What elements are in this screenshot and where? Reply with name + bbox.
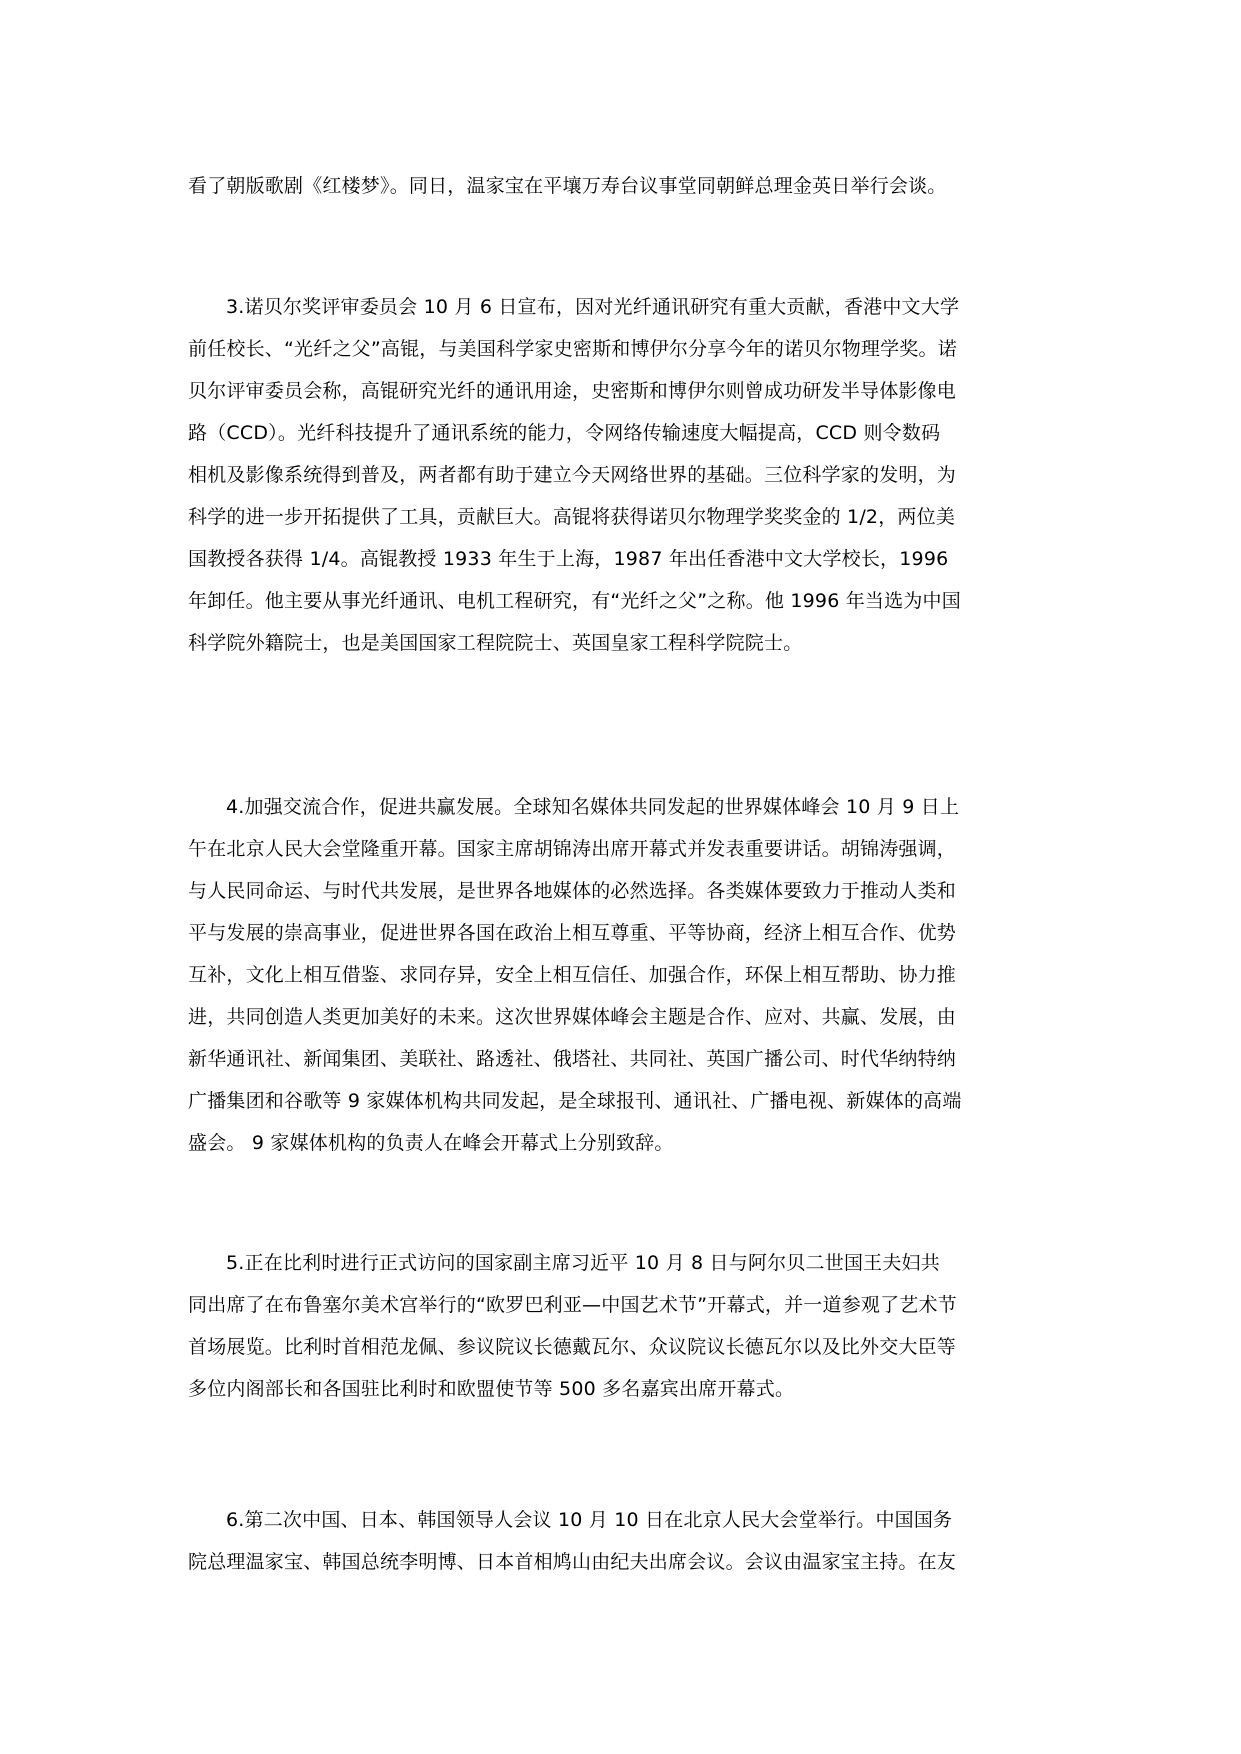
paragraph-continuation [188,165,1068,207]
paragraph-line: 国教授各获得 1/4。高锟教授 1933 年生于上海，1987 年出任香港中文大学校长，1996 [188,548,949,570]
paragraph-line: 5.正在比利时进行正式访问的国家副主席习近平 10 月 8 日与阿尔贝二世国王夫妇共 [226,1252,940,1274]
paragraph-line: 院总理温家宝、韩国总统李明博、日本首相鸠山由纪夫出席会议。会议由温家宝主持。在友 [188,1551,957,1573]
paragraph-line: 互补，文化上相互借鉴、求同存异，安全上相互信任、加强合作，环保上相互帮助、协力推 [188,964,957,986]
paragraph-line: 午在北京人民大会堂隆重开幕。国家主席胡锦涛出席开幕式并发表重要讲话。胡锦涛强调， [188,838,957,860]
paragraph-line: 路（CCD）。光纤科技提升了通讯系统的能力，令网络传输速度大幅提高，CCD 则令数码 [188,422,941,444]
paragraph-line: 进，共同创造人类更加美好的未来。这次世界媒体峰会主题是合作、应对、共赢、发展，由 [188,1006,957,1028]
paragraph-line: 盛会。 9 家媒体机构的负责人在峰会开幕式上分别致辞。 [188,1132,674,1154]
paragraph-line: 6.第二次中国、日本、韩国领导人会议 10 月 10 日在北京人民大会堂举行。中国国务 [226,1509,953,1531]
paragraph-line: 平与发展的崇高事业，促进世界各国在政治上相互尊重、平等协商，经济上相互合作、优势 [188,922,957,944]
paragraph-line: 科学院外籍院士，也是美国国家工程院院士、英国皇家工程科学院院士。 [188,632,803,654]
paragraph-line: 与人民同命运、与时代共发展，是世界各地媒体的必然选择。各类媒体要致力于推动人类和 [188,880,957,902]
paragraph-item-4 [188,786,1068,1164]
paragraph-line: 新华通讯社、新闻集团、美联社、路透社、俄塔社、共同社、英国广播公司、时代华纳特纳 [188,1048,957,1070]
paragraph-item-6 [188,1499,1068,1583]
paragraph-item-3 [188,286,1068,664]
paragraph-line: 看了朝版歌剧《红楼梦》。同日，温家宝在平壤万寿台议事堂同朝鲜总理金英日举行会谈。 [188,175,947,197]
paragraph-line: 贝尔评审委员会称，高锟研究光纤的通讯用途，史密斯和博伊尔则曾成功研发半导体影像电 [188,380,957,402]
paragraph-line: 科学的进一步开拓提供了工具，贡献巨大。高锟将获得诺贝尔物理学奖奖金的 1/2，两位美 [188,506,956,528]
paragraph-line: 前任校长、“光纤之父”高锟，与美国科学家史密斯和博伊尔分享今年的诺贝尔物理学奖。诺 [188,338,957,360]
paragraph-line: 多位内阁部长和各国驻比利时和欧盟使节等 500 多名嘉宾出席开幕式。 [188,1378,795,1400]
paragraph-line: 年卸任。他主要从事光纤通讯、电机工程研究，有“光纤之父”之称。他 1996 年当选为中国 [188,590,961,612]
paragraph-line: 同出席了在布鲁塞尔美术宫举行的“欧罗巴利亚—中国艺术节”开幕式，并一道参观了艺术节 [188,1294,957,1316]
paragraph-line: 首场展览。比利时首相范龙佩、参议院议长德戴瓦尔、众议院议长德瓦尔以及比外交大臣等 [188,1336,957,1358]
paragraph-line: 广播集团和谷歌等 9 家媒体机构共同发起，是全球报刊、通讯社、广播电视、新媒体的高端 [188,1090,962,1112]
paragraph-item-5 [188,1242,1068,1410]
paragraph-line: 相机及影像系统得到普及，两者都有助于建立今天网络世界的基础。三位科学家的发明，为 [188,464,957,486]
paragraph-line: 3.诺贝尔奖评审委员会 10 月 6 日宣布，因对光纤通讯研究有重大贡献，香港中文大学 [226,296,960,318]
paragraph-line: 4.加强交流合作，促进共赢发展。全球知名媒体共同发起的世界媒体峰会 10 月 9 日上 [226,796,960,818]
